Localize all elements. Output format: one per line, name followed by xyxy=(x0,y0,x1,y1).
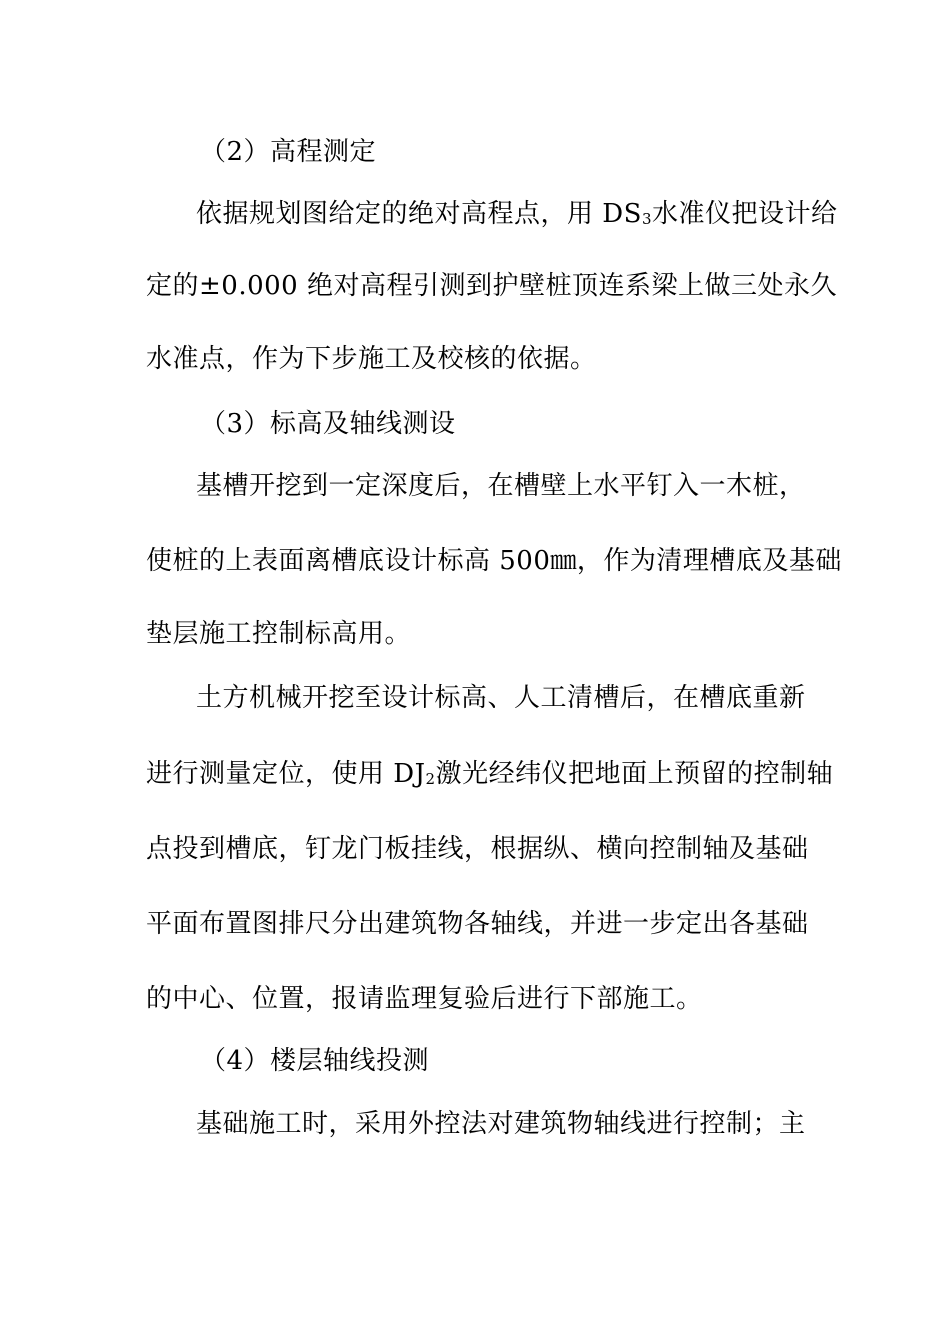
paragraph-line: 水准点，作为下步施工及校核的依据。 xyxy=(146,344,597,374)
paragraph-line: 使桩的上表面离槽底设计标高 500㎜，作为清理槽底及基础 xyxy=(146,546,842,576)
paragraph-line: 进行测量定位，使用 $DJ_2$激光经纬仪把地面上预留的控制轴 xyxy=(146,759,834,789)
paragraph-line: 基槽开挖到一定深度后，在槽壁上水平钉入一木桩， xyxy=(196,471,806,501)
paragraph-line: 依据规划图给定的绝对高程点，用 $DS_3$水准仪把设计给 xyxy=(196,199,838,229)
paragraph-line: 定的±0.000 绝对高程引测到护壁桩顶连系梁上做三处永久 xyxy=(146,271,837,301)
paragraph-line: 垫层施工控制标高用。 xyxy=(146,619,412,649)
section-heading-3: （3）标高及轴线测设 xyxy=(200,409,456,439)
paragraph-line: 点投到槽底，钉龙门板挂线，根据纵、横向控制轴及基础 xyxy=(146,834,809,864)
paragraph-line: 土方机械开挖至设计标高、人工清槽后，在槽底重新 xyxy=(196,683,806,713)
paragraph-line: 的中心、位置，报请监理复验后进行下部施工。 xyxy=(146,984,703,1014)
paragraph-line: 平面布置图排尺分出建筑物各轴线，并进一步定出各基础 xyxy=(146,909,809,939)
section-heading-4: （4）楼层轴线投测 xyxy=(200,1046,430,1076)
section-heading-2: （2）高程测定 xyxy=(200,137,377,167)
paragraph-line: 基础施工时，采用外控法对建筑物轴线进行控制；主 xyxy=(196,1109,806,1139)
